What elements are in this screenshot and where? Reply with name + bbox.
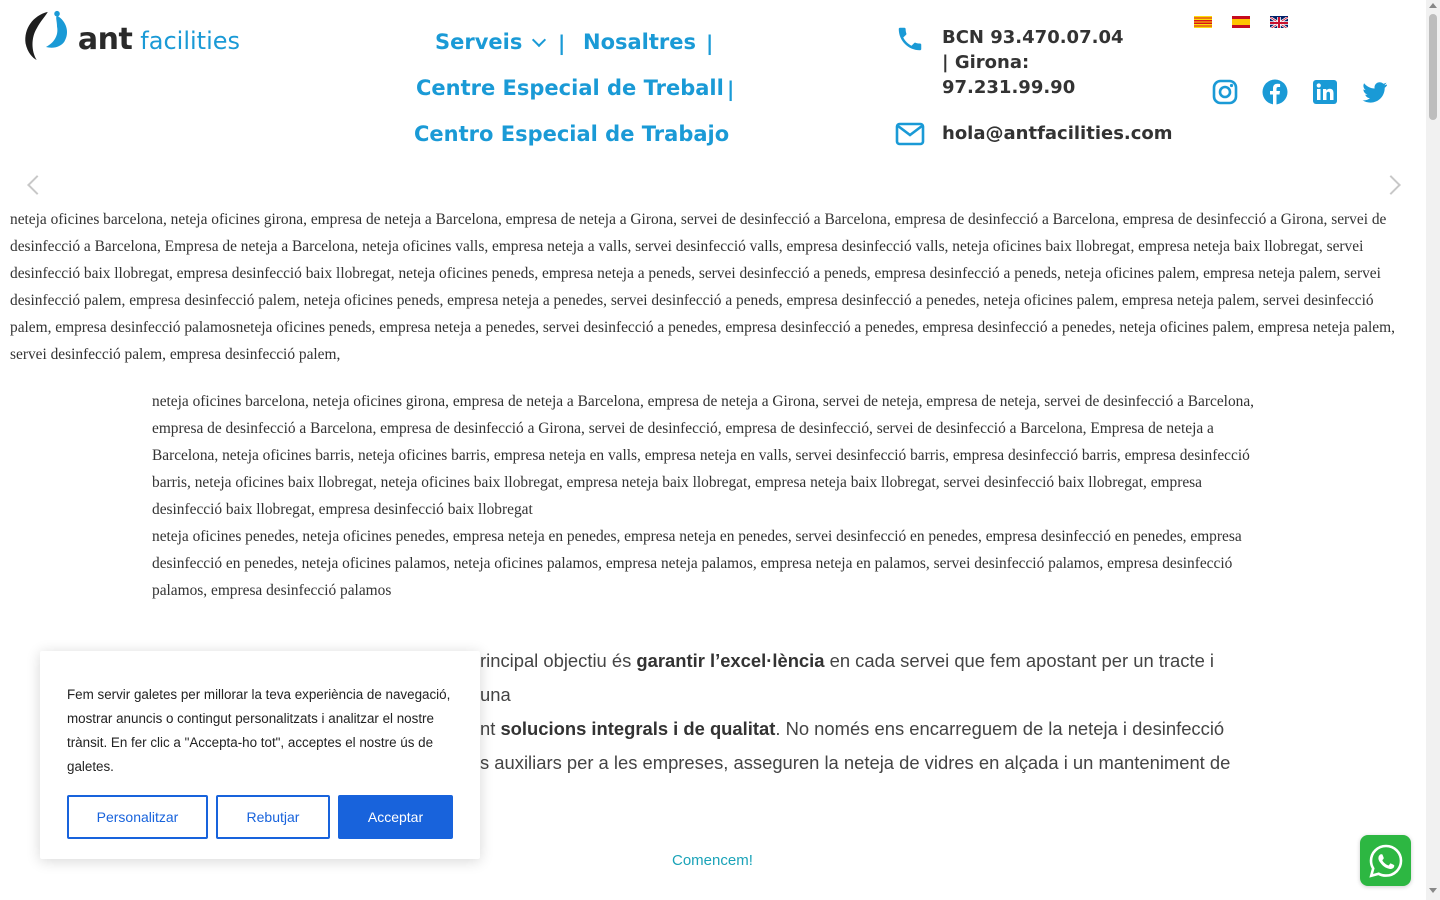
nav-centro-especial-trabajo[interactable]: Centro Especial de Trabajo [414,122,730,146]
intro-line-1: rincipal objectiu és garantir l’excel·lència en cada servei que fem apostant per un tracte i una [480,650,1214,705]
phone-bcn: BCN 93.470.07.04 [942,27,1124,48]
intro-emphasis-solutions: solucions integrals i de qualitat [500,718,776,739]
slider-next-arrow-icon[interactable] [1381,175,1401,195]
keywords-paragraph-2 [152,388,1274,604]
scrollbar-thumb[interactable] [1429,14,1437,120]
facebook-icon[interactable] [1261,78,1289,106]
logo-name-light: facilities [140,26,240,55]
whatsapp-icon [1366,841,1406,881]
phone-girona: 97.231.99.90 [942,77,1076,98]
page-scrollbar[interactable] [1426,0,1440,900]
whatsapp-button[interactable] [1360,835,1411,886]
logo-name-bold: ant [77,21,133,57]
nav-nosaltres[interactable]: Nosaltres [583,30,697,54]
comencem-link[interactable]: Comencem! [672,852,753,869]
cookie-banner [40,651,480,859]
contact-email[interactable]: hola@antfacilities.com [942,123,1173,144]
spanish-flag-icon[interactable] [1232,16,1250,28]
intro-line-3: s auxiliars per a les empreses, asseguren la neteja de vidres en alçada i un manteniment de [480,752,1231,773]
keywords-paragraph-2b: neteja oficines penedes, neteja oficines penedes, empresa neteja en penedes, empresa neteja en penedes, servei desinfecció en penedes, empresa desinfecció en penedes, empresa desinfecció en penedes, neteja oficines palamos, neteja oficines palamos, empresa neteja palamos, empresa neteja en palamos, servei desinfecció palamos, empresa desinfecció palamos, empresa desinfecció palamos [152,528,1242,599]
nav-serveis[interactable] [435,30,544,54]
nav-serveis-label: Serveis [435,30,523,54]
cookie-accept-button[interactable]: Acceptar [338,795,453,839]
cookie-customize-button[interactable]: Personalitzar [67,795,208,839]
chevron-down-icon [532,33,546,47]
contact-phones[interactable] [942,25,1142,100]
cookie-reject-button[interactable]: Rebutjar [216,795,330,839]
intro-line-2: nt solucions integrals i de qualitat. No només ens encarreguem de la neteja i desinfecció [480,718,1225,739]
linkedin-icon[interactable] [1311,78,1339,106]
nav-separator: | [706,31,714,55]
keywords-paragraph-1: neteja oficines barcelona, neteja oficines girona, empresa de neteja a Barcelona, empresa de neteja a Girona, servei de desinfecció a Barcelona, empresa de desinfecció a Barcelona, empresa de desinfecció a Girona, servei de desinfecció a Barcelona, Empresa de neteja a Barcelona, neteja oficines valls, empresa neteja a valls, servei desinfecció valls, empresa desinfecció valls, neteja oficines baix llobregat, empresa neteja baix llobregat, servei desinfecció baix llobregat, empresa desinfecció baix llobregat, neteja oficines peneds, empresa neteja a peneds, servei desinfecció a peneds, empresa desinfecció a peneds, neteja oficines palem, empresa neteja palem, servei desinfecció palem, empresa desinfecció palem, neteja oficines peneds, empresa neteja a penedes, servei desinfecció a peneds, empresa desinfecció a penedes, neteja oficines palem, empresa neteja palem, servei desinfecció palem, empresa desinfecció palamosneteja oficines peneds, empresa neteja a penedes, servei desinfecció a penedes, empresa desinfecció a penedes, empresa desinfecció a penedes, neteja oficines palem, empresa neteja palem, servei desinfecció palem, empresa desinfecció palem, [10,211,1395,363]
scroll-down-arrow-icon[interactable] [1429,888,1437,893]
cookie-message: Fem servir galetes per millorar la teva experiència de navegació, mostrar anuncis o contingut personalitzats i analitzar el nostre trànsit. En fer clic a "Accepta-ho tot", acceptes el nostre ús de galetes. [67,687,451,774]
nav-separator: | [558,31,566,55]
catalan-flag-icon[interactable] [1194,16,1212,28]
nav-centre-especial-treball[interactable]: Centre Especial de Treball [416,76,724,100]
keywords-paragraph-2a: neteja oficines barcelona, neteja oficines girona, empresa de neteja a Barcelona, empresa de neteja a Girona, servei de neteja, empresa de neteja, servei de desinfecció a Barcelona, empresa de desinfecció a Barcelona, empresa de desinfecció a Girona, servei de desinfecció, empresa de desinfecció, servei de desinfecció a Barcelona, Empresa de neteja a Barcelona, neteja oficines barris, neteja oficines barris, empresa neteja en valls, empresa neteja en valls, servei desinfecció barris, empresa desinfecció barris, empresa desinfecció barris, neteja oficines baix llobregat, neteja oficines baix llobregat, empresa neteja baix llobregat, empresa neteja baix llobregat, servei desinfecció baix llobregat, empresa desinfecció baix llobregat, empresa desinfecció baix llobregat [152,393,1255,518]
logo[interactable] [20,6,240,64]
twitter-icon[interactable] [1361,78,1389,106]
email-icon [895,122,925,146]
english-flag-icon[interactable] [1270,16,1288,28]
nav-separator: | [727,77,735,101]
phone-girona-label: | Girona: [942,52,1030,73]
slider-prev-arrow-icon[interactable] [27,175,47,195]
union-jack-icon [1270,17,1288,28]
scroll-up-arrow-icon[interactable] [1429,3,1437,8]
intro-emphasis-excellence: garantir l’excel·lència [636,650,825,671]
instagram-icon[interactable] [1211,78,1239,106]
ant-logo-icon [20,6,72,64]
phone-icon [895,24,925,54]
